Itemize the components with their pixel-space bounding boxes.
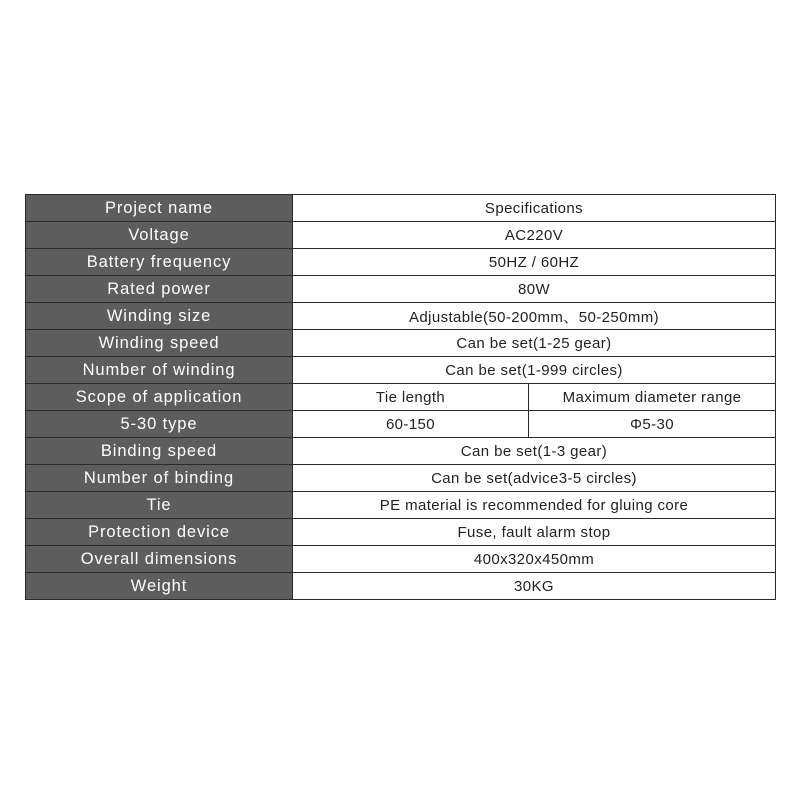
row-label: Number of winding — [26, 357, 293, 384]
row-label: Protection device — [26, 519, 293, 546]
row-label: Scope of application — [26, 384, 293, 411]
row-value: 30KG — [293, 573, 776, 600]
row-value: Can be set(1-3 gear) — [293, 438, 776, 465]
row-value: Can be set(1-25 gear) — [293, 330, 776, 357]
row-label: Tie — [26, 492, 293, 519]
row-label: Winding speed — [26, 330, 293, 357]
table-row — [26, 249, 776, 276]
row-label: Rated power — [26, 276, 293, 303]
row-value: 400x320x450mm — [293, 546, 776, 573]
table-row — [26, 492, 776, 519]
row-value: 50HZ / 60HZ — [293, 249, 776, 276]
row-label: Weight — [26, 573, 293, 600]
row-value: Adjustable(50-200mm、50-250mm) — [293, 303, 776, 330]
row-value: AC220V — [293, 222, 776, 249]
row-value-right: Φ5-30 — [529, 411, 776, 438]
row-value-left: 60-150 — [293, 411, 529, 438]
row-label: Binding speed — [26, 438, 293, 465]
table-row — [26, 519, 776, 546]
row-value: PE material is recommended for gluing core — [293, 492, 776, 519]
table-row — [26, 573, 776, 600]
header-label: Project name — [26, 195, 293, 222]
row-label: Overall dimensions — [26, 546, 293, 573]
row-value-left: Tie length — [293, 384, 529, 411]
header-value: Specifications — [293, 195, 776, 222]
table-row — [26, 303, 776, 330]
table-row — [26, 411, 776, 438]
row-value: Can be set(1-999 circles) — [293, 357, 776, 384]
row-label: Battery frequency — [26, 249, 293, 276]
row-value-right: Maximum diameter range — [529, 384, 776, 411]
table-row — [26, 330, 776, 357]
table-row — [26, 195, 776, 222]
row-value: Fuse, fault alarm stop — [293, 519, 776, 546]
table-row — [26, 222, 776, 249]
table-row — [26, 276, 776, 303]
row-label: Voltage — [26, 222, 293, 249]
row-label: 5-30 type — [26, 411, 293, 438]
row-label: Number of binding — [26, 465, 293, 492]
row-value: 80W — [293, 276, 776, 303]
table-row — [26, 465, 776, 492]
table-row — [26, 546, 776, 573]
table-row — [26, 438, 776, 465]
table-row — [26, 357, 776, 384]
specifications-table — [25, 194, 776, 600]
row-label: Winding size — [26, 303, 293, 330]
row-value: Can be set(advice3-5 circles) — [293, 465, 776, 492]
table-row — [26, 384, 776, 411]
